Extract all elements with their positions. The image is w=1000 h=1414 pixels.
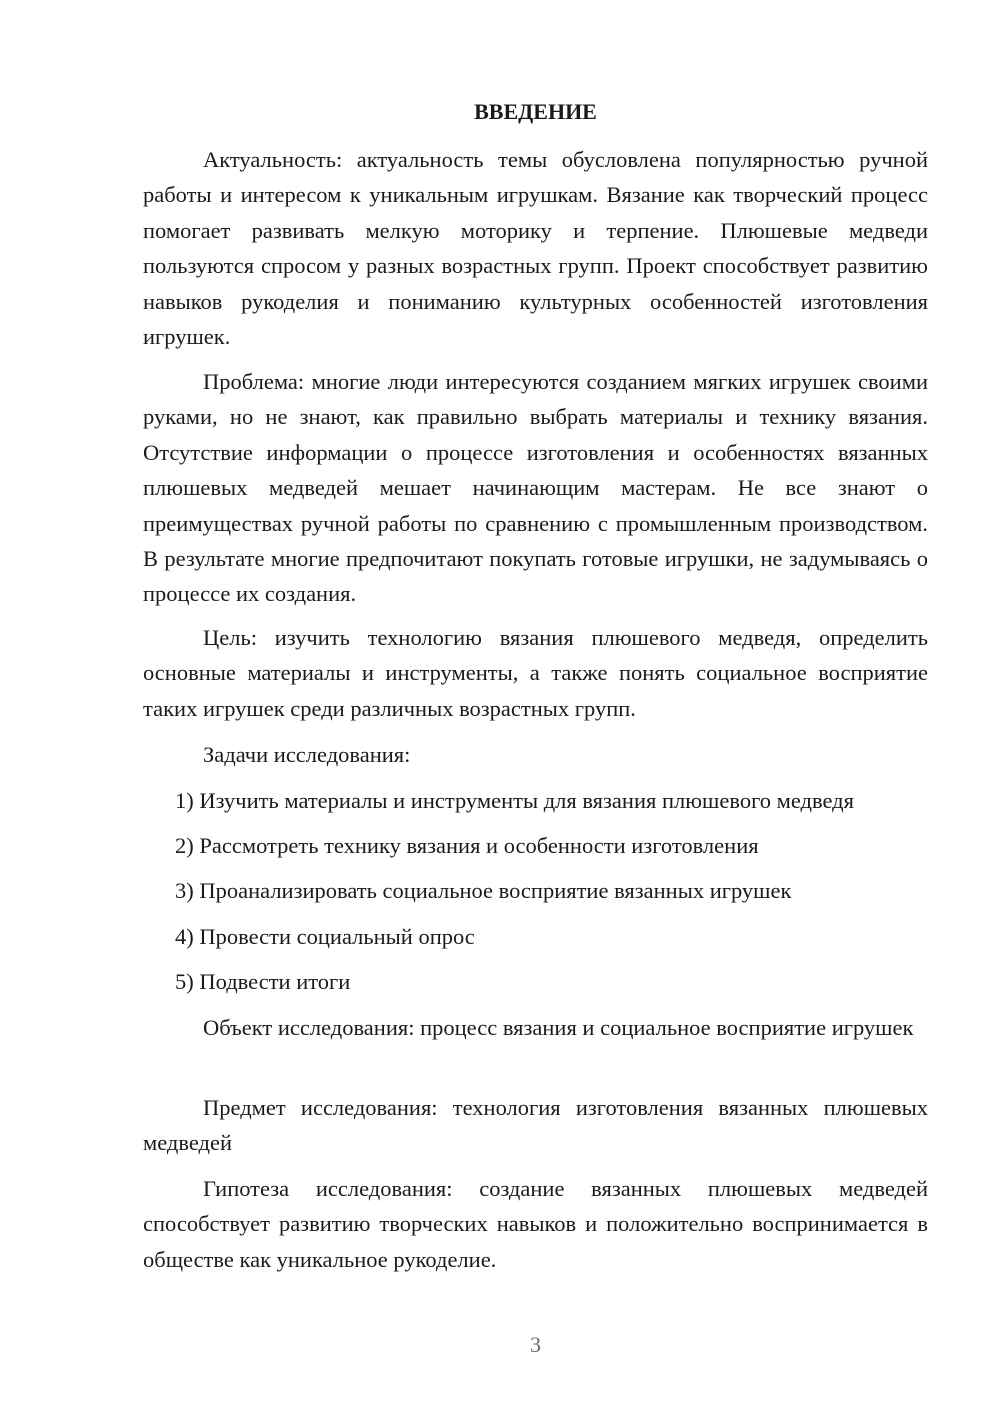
task-item: 4) Провести социальный опрос [175,924,475,949]
task-item: 5) Подвести итоги [175,969,351,994]
page-title: ВВЕДЕНИЕ [474,99,597,124]
task-item: 2) Рассмотреть технику вязания и особенности изготовления [175,833,759,858]
tasks-heading: Задачи исследования: [203,742,411,767]
document-page [143,0,928,1414]
page-number: 3 [530,1332,541,1357]
hypothesis-paragraph: Гипотеза исследования: создание вязанных плюшевых медведей способствует развитию творческих навыков и положительно воспринимается в обществе как уникальное рукоделие. [143,1176,928,1272]
relevance-paragraph: Актуальность: актуальность темы обусловлена популярностью ручной работы и интересом к уникальным игрушкам. Вязание как творческий процесс помогает развивать мелкую моторику и терпение. Плюшевые медведи пользуются спросом у разных возрастных групп. Проект способствует развитию навыков рукоделия и пониманию культурных особенностей изготовления игрушек. [143,147,928,350]
object-paragraph: Объект исследования: процесс вязания и социальное восприятие игрушек [203,1015,914,1040]
subject-paragraph: Предмет исследования: технология изготовления вязанных плюшевых медведей [143,1095,928,1156]
task-item: 1) Изучить материалы и инструменты для вязания плюшевого медведя [175,788,854,813]
task-item: 3) Проанализировать социальное восприятие вязанных игрушек [175,878,792,903]
goal-paragraph: Цель: изучить технологию вязания плюшевого медведя, определить основные материалы и инструменты, а также понять социальное восприятие таких игрушек среди различных возрастных групп. [143,625,928,721]
problem-paragraph: Проблема: многие люди интересуются созданием мягких игрушек своими руками, но не знают, как правильно выбрать материалы и технику вязания. Отсутствие информации о процессе изготовления и особенностях вязанных плюшевых медведей мешает начинающим мастерам. Не все знают о преимуществах ручной работы по сравнению с промышленным производством. В результате многие предпочитают покупать готовые игрушки, не задумываясь о процессе их создания. [143,369,928,607]
